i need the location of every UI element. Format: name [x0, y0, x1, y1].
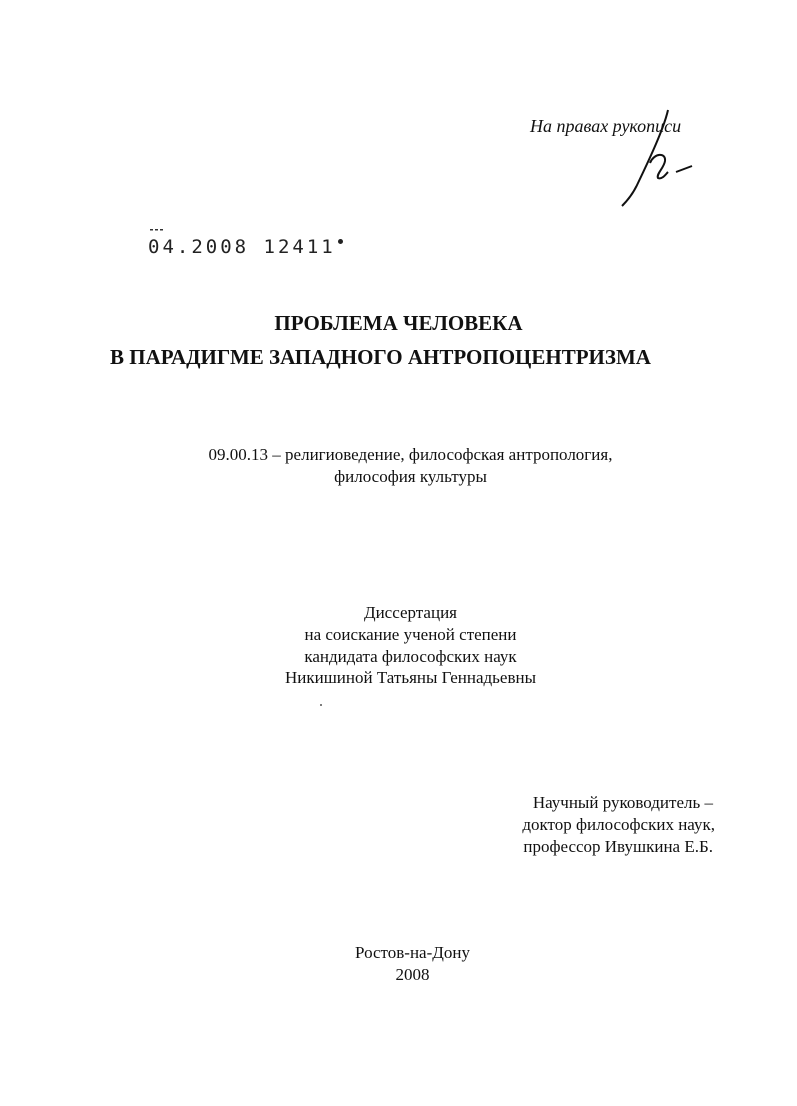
- year: 2008: [395, 965, 430, 984]
- dissertation-line-1: Диссертация: [363, 603, 457, 622]
- supervisor-line-2: доктор философских наук,: [522, 815, 715, 834]
- supervisor-line-1: Научный руководитель –: [532, 793, 713, 812]
- city: Ростов-на-Дону: [355, 943, 470, 962]
- dissertation-line-2: на соискание ученой степени: [304, 625, 517, 644]
- specialty-line-2: философия культуры: [334, 467, 487, 486]
- stamp-dot: [338, 239, 343, 244]
- library-stamp: [148, 236, 343, 258]
- title-line-2: В ПАРАДИГМЕ ЗАПАДНОГО АНТРОПОЦЕНТРИЗМА: [110, 345, 651, 369]
- handwritten-signature: [610, 108, 710, 208]
- dissertation-line-3: кандидата философских наук: [304, 647, 517, 666]
- stamp-number: 04.2008 12411: [148, 236, 336, 258]
- specialty-line-1: 09.00.13 – религиоведение, философская антропология,: [208, 445, 613, 464]
- supervisor-line-3: профессор Ивушкина Е.Б.: [523, 837, 713, 856]
- scan-speck: [320, 704, 322, 706]
- manuscript-note: На правах рукописи: [530, 116, 682, 136]
- author-name: Никишиной Татьяны Геннадьевны: [284, 668, 536, 687]
- title-line-1: ПРОБЛЕМА ЧЕЛОВЕКА: [274, 311, 523, 335]
- stamp-tick-marks: [150, 229, 164, 232]
